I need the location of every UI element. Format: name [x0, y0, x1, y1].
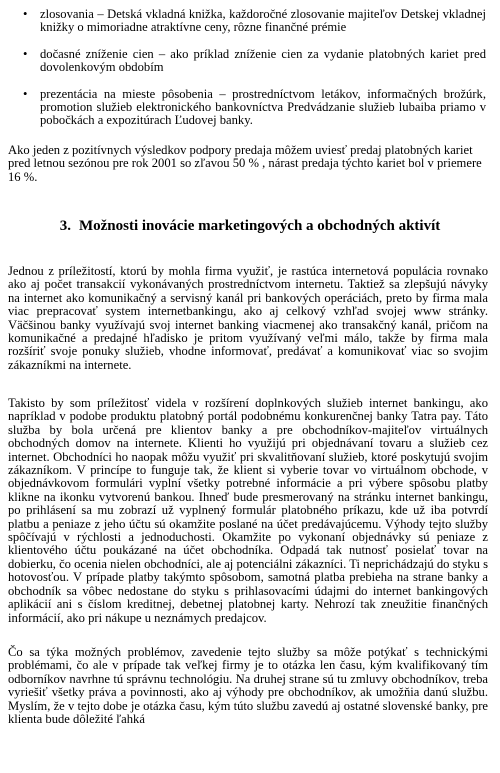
section-title: Možnosti inovácie marketingových a obchodných aktivít — [78, 218, 441, 234]
list-item-text: dočasné zníženie cien – ako príklad zníženie cien za vydanie platobných kariet pred dovolenkovým obdobím — [40, 46, 486, 75]
bullet-list — [0, 8, 500, 141]
list-item-text: zlosovania – Detská vkladná knižka, každoročné zlosovanie majiteľov Detskej vkladnej knižky o mimoriadne atraktívne ceny, rôzne finančné prémie — [40, 7, 486, 35]
list-item-text: prezentácia na mieste pôsobenia – prostredníctvom letákov, informačných brožúrk, promotion služieb elektronického bankovníctva Predvádzanie služieb lubaiba priamo v pobočkách a expozitúrach Ľudovej banky. — [40, 86, 486, 128]
body-paragraph: Čo sa týka možných problémov, zavedenie tejto služby sa môže potýkať s technickými problémami, čo ale v prípade tak veľkej firmy je to otázka len času, kým kvalifikovaný tím odborníkov navrhne tú správnu technológiu. Na druhej strane sú tu zmluvy obchodníkov, treba vyriešiť všetky práva a povinnosti, ako aj výhody pre obchodníkov, ak umožňia danú službu. Myslím, že v tejto dobe je otázka času, kým túto službu zavedú aj ostatné slovenské banky, pre klienta bude dôležité ľahká — [8, 645, 488, 727]
section-number: 3. — [59, 218, 71, 234]
body-paragraph: Jednou z príležitostí, ktorú by mohla firma využiť, je rastúca internetová populácia rovnako ako aj počet transakcií vykonávaných prostredníctvom internetu. Taktiež sa zlepšujú návyky na internet ako komunikačný a servisný kanál pri bankových operáciách, preto by firma mala viac prepracovať system internetbankingu, ako aj celkový vzhľad svojej www stránky. Väčšinou banky využívajú svoj internet banking viacmenej ako transakčný kanál, pričom na komunikačné a predajné hľadisko je pritom využívaný veľmi málo, takže by firma mala rozšíriť svoje ponuky služieb, vhodne informovať, predávať a komunikovať viac so svojim zákazníkmi na internete. — [8, 264, 488, 372]
list-item — [0, 8, 500, 35]
bullet-marker: • — [23, 86, 28, 101]
summary-paragraph: Ako jeden z pozitívnych výsledkov podpory predaja môžem uviesť predaj platobných kariet pred letnou sezónou pre rok 2001 so zľavou 50 % , nárast predaja týchto kariet bol v priemere 16 %. — [8, 143, 482, 184]
bullet-marker: • — [23, 46, 28, 61]
section-heading — [0, 217, 500, 235]
list-item — [0, 48, 500, 75]
body-paragraph: Takisto by som príležitosť videla v rozšírení doplnkových služieb internet bankingu, ako napríklad v podobe produktu platobný portál podobnému konkurenčnej banky Tatra pay. Táto služba by bola určená pre klientov banky a pre obchodníkov-majiteľov virtuálnych obchodných domov na internete. Klienti ho využijú pri objednávaní tovaru a služieb cez internet. Obchodníci ho naopak môžu využiť pri skvalitňovaní služieb, ktoré poskytujú svojim zákazníkom. V princípe to funguje tak, že klient si vyberie tovar vo virtuálnom obchode, v objednávkovom formulári vyplní všetky potrebné informácie a pri výbere spôsobu platby klikne na ikonku vytvorenú bankou. Ihneď bude presmerovaný na stránku internet bankingu, po prihlásení sa mu zobrazí už vyplnený formulár platobného príkazu, kde už iba potvrdí platbu a peniaze z jeho účtu sú okamžite poslané na účet predávajúcemu. Výhody tejto služby spôčívajú v rýchlosti a jednoduchosti. Okamžite po vykonaní objednávky sú peniaze z klientového účtu poukázané na účet obchodníka. Odpadá tak nutnosť posielať tovar na dobierku, čo ocenia nielen obchodníci, ale aj potenciálni zákazníci. Ti neprichádzajú do styku s hotovosťou. V prípade platby takýmto spôsobom, samotná platba prebieha na strane banky a obchodník sa vôbec nedostane do styku s prihlasovacími údajmi do internet bankingových aplikácií ani s číslom kreditnej, debetnej platobnej karty. Nehrozí tak zneužitie finančných informácií, ako pri nákupe u neznámych predajcov. — [8, 396, 488, 625]
list-item — [0, 88, 500, 128]
bullet-marker: • — [23, 7, 28, 21]
